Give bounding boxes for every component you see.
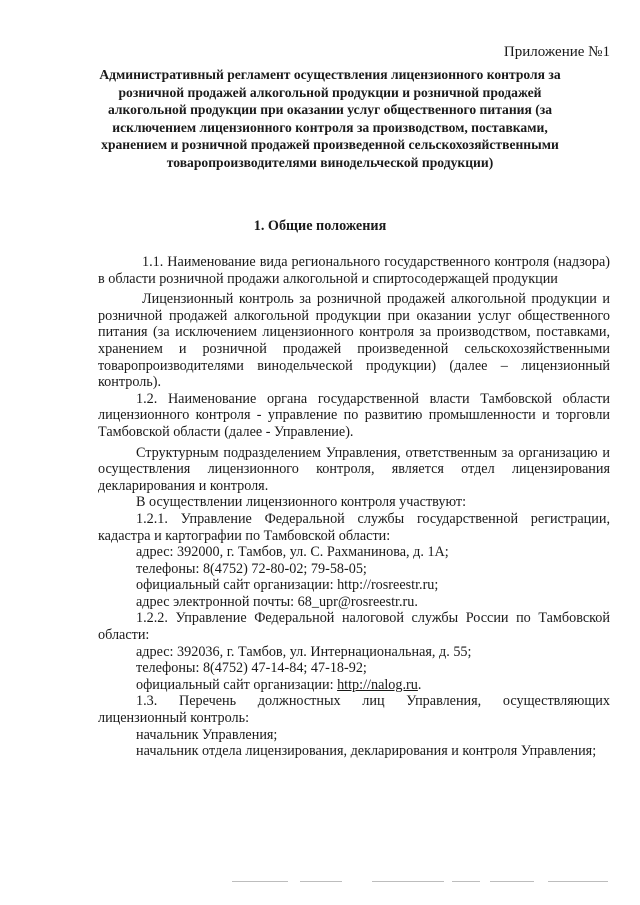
footer-rule xyxy=(548,881,608,882)
paragraph-1-2-2: 1.2.2. Управление Федеральной налоговой службы России по Тамбовской области: xyxy=(98,610,610,644)
footer-rule xyxy=(490,881,534,882)
fns-website-link[interactable]: http://nalog.ru xyxy=(337,676,418,693)
section-heading: 1. Общие положения xyxy=(253,218,387,234)
paragraph-structural-unit: Структурным подразделением Управления, ответственным за организацию и осуществления лицензионного контроля, является отдел лицензирования декларирования и контроля. xyxy=(98,444,610,494)
paragraph-licensing-control: Лицензионный контроль за розничной продажей алкогольной продукции и розничной продажей алкогольной продукции при оказании услуг общественного питания (за исключением лицензионного контроля за производством, поставками, хранением и розничной продажей произведенной сельскохозяйственными товаропроизводителями винодельческой продукции) (далее – лицензионный контроль). xyxy=(98,291,610,391)
rosreestr-email: адрес электронной почты: 68_upr@rosreestr.ru. xyxy=(136,593,418,610)
paragraph-participants: В осуществлении лицензионного контроля участвуют: xyxy=(136,494,467,511)
fns-website-label: официальный сайт организации: xyxy=(136,676,338,693)
paragraph-1-1: 1.1. Наименование вида регионального государственного контроля (надзора) в области розничной продажи алкогольной и спиртосодержащей продукции xyxy=(98,254,610,287)
fns-address: адрес: 392036, г. Тамбов, ул. Интернациональная, д. 55; xyxy=(136,643,472,660)
rosreestr-website: официальный сайт организации: http://rosreestr.ru; xyxy=(136,577,439,594)
official-head: начальник Управления; xyxy=(136,726,278,743)
rosreestr-address: адрес: 392000, г. Тамбов, ул. С. Рахманинова, д. 1А; xyxy=(136,544,449,561)
footer-rule xyxy=(300,881,342,882)
official-department-head: начальник отдела лицензирования, декларирования и контроля Управления; xyxy=(136,743,597,760)
rosreestr-phones: телефоны: 8(4752) 72-80-02; 79-58-05; xyxy=(136,560,367,577)
fns-website xyxy=(98,677,610,694)
footer-rule xyxy=(232,881,288,882)
document-title: Административный регламент осуществления лицензионного контроля за розничной продажей алкогольной продукции и розничной продажей алкогольной продукции при оказании услуг общественного питания (за исключением лицензионного контроля за производством, поставками, хранением и розничной продажей произведенной сельскохозяйственными товаропроизводителями винодельческой продукции) xyxy=(99,67,561,170)
fns-website-period: . xyxy=(417,676,422,693)
footer-rule xyxy=(452,881,480,882)
paragraph-1-2: 1.2. Наименование органа государственной власти Тамбовской области лицензионного контроля - управление по развитию промышленности и торговли Тамбовской области (далее - Управление). xyxy=(98,390,610,440)
appendix-label: Приложение №1 xyxy=(503,44,610,60)
paragraph-1-3: 1.3. Перечень должностных лиц Управления, осуществляющих лицензионный контроль: xyxy=(98,693,610,727)
paragraph-1-2-1: 1.2.1. Управление Федеральной службы государственной регистрации, кадастра и картографии по Тамбовской области: xyxy=(98,510,610,544)
document-body xyxy=(98,254,610,760)
fns-phones: телефоны: 8(4752) 47-14-84; 47-18-92; xyxy=(136,660,367,677)
footer-rule xyxy=(372,881,444,882)
